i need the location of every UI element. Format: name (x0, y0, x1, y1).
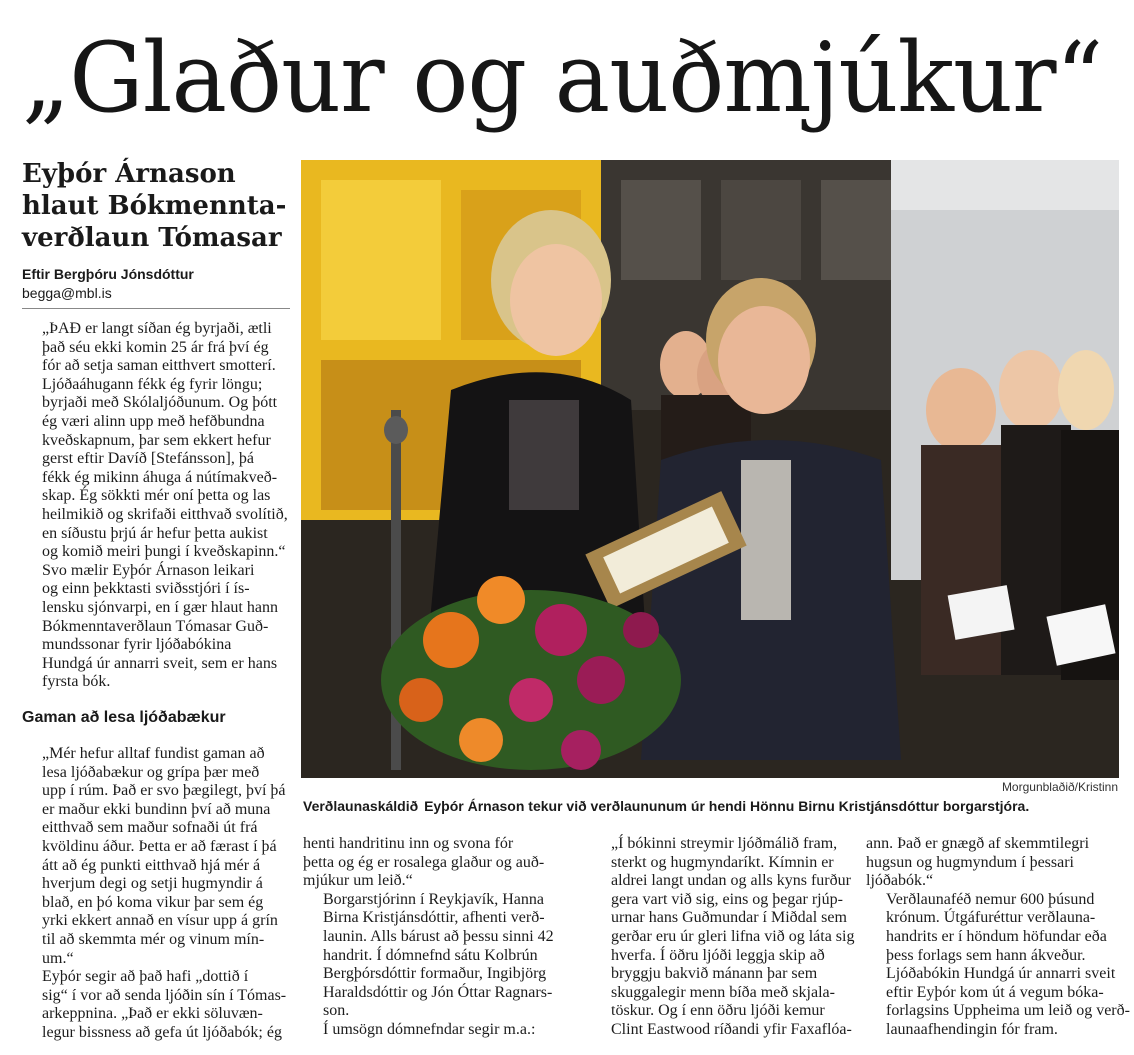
text-line: ann. Það er gnægð af skemmtilegri (866, 835, 1090, 852)
text-line: launin. Alls bárust að þessu sinni 42 (323, 927, 554, 945)
article-column-2 (303, 835, 573, 1040)
text-line: launaafhendingin fór fram. (886, 1020, 1058, 1038)
text-line: gerst eftir Davíð [Stefánsson], þá (42, 450, 254, 468)
subheadline-line: hlaut Bókmennta- (22, 191, 287, 221)
text-line: Svo mælir Eyþór Árnason leikari (42, 561, 255, 579)
byline-email: begga@mbl.is (22, 285, 112, 301)
caption-kicker: Verðlaunaskáldið (303, 798, 419, 814)
text-line: Birna Kristjánsdóttir, afhenti verð- (323, 909, 545, 927)
text-line: handrits er í höndum höfundar eða (886, 927, 1107, 945)
paragraph (22, 320, 294, 562)
text-line: um.“ (42, 949, 74, 967)
byline (22, 265, 292, 303)
text-line: fyrsta bók. (42, 673, 111, 691)
photo-credit: Morgunblaðið/Kristinn (1001, 780, 1118, 794)
article-column-1-top (22, 320, 294, 692)
paragraph (22, 745, 294, 968)
text-line: ljóðabók.“ (866, 872, 934, 890)
paragraph (22, 562, 294, 692)
text-line: fékk ég mikinn áhuga á nútímakveð- (42, 468, 278, 486)
text-line: handrit. Í dómnefnd sátu Kolbrún (323, 946, 538, 964)
paragraph (866, 835, 1128, 891)
text-line: skap. Ég sökkti mér oní þetta og las (42, 487, 271, 505)
subheadline-line: Eyþór Árnason (22, 159, 236, 189)
text-line: gera vart við sig, eins og þegar rjúp- (611, 890, 843, 908)
article-column-4 (866, 835, 1128, 1040)
subheadline-line: verðlaun Tómasar (22, 223, 282, 253)
photo-caption (303, 797, 1123, 815)
ceremony-photo-illustration (301, 160, 1119, 778)
text-line: Í umsögn dómnefndar segir m.a.: (323, 1020, 536, 1038)
caption-text: Eyþór Árnason tekur við verðlaununum úr hendi Hönnu Birnu Kristjánsdóttur borgarstjóra. (424, 798, 1030, 814)
text-line: Ljóðabókin Hundgá úr annarri sveit (886, 965, 1116, 983)
text-line: bryggju bakvið mánann þar sem (611, 965, 818, 983)
byline-divider (22, 308, 290, 309)
text-line: Haraldsdóttir og Jón Óttar Ragnars- (323, 983, 553, 1001)
text-line: heilmikið og skrifaði eitthvað svolítið, (42, 505, 288, 523)
text-line: legur bissness að gefa út ljóðabók; ég (42, 1023, 282, 1041)
text-line: blað, en þó koma vikur þar sem ég (42, 893, 264, 911)
text-line: byrjaði með Skólaljóðunum. Og þótt (42, 394, 278, 412)
text-line: gerðar eru úr gleri lifna við og láta sig (611, 927, 855, 945)
text-line: ég væri alinn upp með hefðbundna (42, 412, 265, 430)
text-line: henti handritinu inn og svona fór (303, 835, 514, 852)
paragraph (22, 968, 294, 1042)
text-line: hverjum degi og setji hugmyndir á (42, 875, 263, 893)
text-line: töskur. Og í enn öðru ljóði kemur (611, 1002, 825, 1020)
text-line: urnar hans Guðmundar í Miðdal sem (611, 909, 847, 927)
text-line: eitthvað sem maður sofnaði út frá (42, 819, 258, 837)
text-line: Clint Eastwood ríðandi yfir Faxaflóa- (611, 1020, 852, 1038)
text-line: upp í rúm. Það er svo þægilegt, því þá (42, 782, 286, 800)
text-line: og einn þekktasti sviðsstjóri í ís- (42, 580, 250, 598)
article-column-3 (591, 835, 861, 1040)
text-line: „Í bókinni streymir ljóðmálið fram, (611, 835, 838, 852)
text-line: sterkt og hugmyndaríkt. Kímnin er (611, 853, 834, 871)
text-line: forlagsins Uppheima um leið og verð- (886, 1002, 1130, 1020)
text-line: „Mér hefur alltaf fundist gaman að (42, 745, 265, 762)
text-line: en síðustu þrjú ár hefur þetta aukist (42, 524, 268, 542)
text-line: Bókmenntaverðlaun Tómasar Guð- (42, 617, 269, 635)
text-line: eftir Eyþór kom út á vegum bóka- (886, 983, 1104, 1001)
text-line: lesa ljóðabækur og grípa þær með (42, 763, 260, 781)
text-line: yrki ekkert annað en vísur upp á grín (42, 912, 278, 930)
text-line: mjúkur um leið.“ (303, 872, 413, 890)
text-line: Ljóðaáhugann fékk ég fyrir löngu; (42, 375, 263, 393)
text-line: til að skemmta mér og vinum mín- (42, 930, 265, 948)
text-line: Borgarstjórinn í Reykjavík, Hanna (323, 890, 544, 908)
paragraph (303, 835, 573, 891)
paragraph (303, 891, 573, 1021)
text-line: þetta og ég er rosalega glaður og auð- (303, 853, 545, 871)
text-line: og komið meiri þungi í kveðskapinn.“ (42, 543, 286, 561)
headline: „Glaður og auðmjúkur“ (22, 22, 1103, 134)
text-line: son. (323, 1002, 350, 1020)
article-column-1-bottom (22, 745, 294, 1043)
paragraph (591, 835, 861, 1040)
text-line: lensku sjónvarpi, en í gær hlaut hann (42, 598, 278, 616)
paragraph (866, 891, 1128, 1040)
byline-author: Eftir Bergþóru Jónsdóttur (22, 266, 194, 282)
text-line: krónum. Útgáfuréttur verðlauna- (886, 909, 1096, 927)
text-line: það séu ekki komin 25 ár frá því ég (42, 338, 269, 356)
paragraph (303, 1021, 573, 1040)
text-line: átt að ég punkti eitthvað hjá mér á (42, 856, 261, 874)
text-line: Eyþór segir að það hafi „dottið í (42, 968, 249, 986)
text-line: þess forlags sem hann ákveður. (886, 946, 1086, 964)
ceremony-photo (301, 160, 1119, 778)
text-line: fór að setja saman eitthvert smotterí. (42, 357, 276, 375)
text-line: er maður ekki bundinn því að muna (42, 800, 271, 818)
text-line: mundssonar fyrir ljóðabókina (42, 636, 232, 654)
section-heading: Gaman að lesa ljóðabækur (22, 709, 226, 726)
text-line: skuggalegir menn bíða með skjala- (611, 983, 835, 1001)
text-line: sig“ í vor að senda ljóðin sín í Tómas- (42, 986, 287, 1004)
text-line: Hundgá úr annarri sveit, sem er hans (42, 654, 278, 672)
text-line: „ÞAÐ er langt síðan ég byrjaði, ætli (42, 320, 272, 337)
text-line: hugsun og hugmyndum í þessari (866, 853, 1074, 871)
text-line: hverfa. Í öðru ljóði leggja skip að (611, 946, 825, 964)
text-line: aldrei langt undan og alls kyns furður (611, 872, 851, 890)
text-line: Bergþórsdóttir formaður, Ingibjörg (323, 965, 547, 983)
text-line: Verðlaunaféð nemur 600 þúsund (886, 890, 1095, 908)
subheadline (22, 158, 292, 254)
text-line: kvöldinu áður. Þetta er að færast í þá (42, 837, 277, 855)
text-line: kveðskapnum, þar sem ekkert hefur (42, 431, 271, 449)
text-line: arkeppnina. „Það er ekki söluvæn- (42, 1005, 263, 1023)
